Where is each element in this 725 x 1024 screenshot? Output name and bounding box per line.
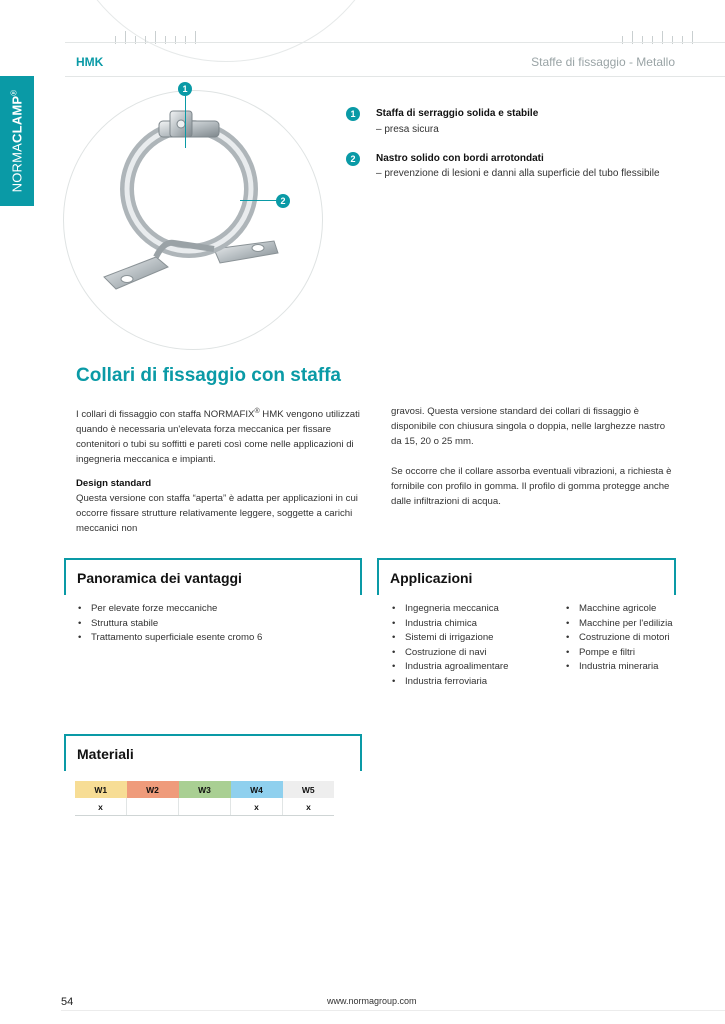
intro-column-1 — [76, 404, 361, 536]
footer-rule — [61, 1010, 725, 1011]
callout-2-title: Nastro solido con bordi arrotondati — [376, 153, 544, 164]
list-item: • Pompe e filtri — [564, 646, 714, 661]
applications-list-1 — [390, 602, 560, 690]
list-item: • Trattamento superficiale esente cromo 6 — [76, 631, 356, 646]
callout-1-title: Staffa di serraggio solida e stabile — [376, 108, 539, 119]
ruler-ticks-right — [622, 26, 702, 40]
clamp-product-image — [64, 91, 322, 349]
intro-p1-start: I collari di fissaggio con staffa NORMAFIX — [76, 409, 255, 421]
callout-1-text: – presa sicura — [376, 124, 439, 135]
intro-p1-reg: ® — [254, 408, 260, 415]
callout-marker-1: 1 — [178, 82, 192, 96]
list-item: • Industria mineraria — [564, 660, 714, 675]
page-headline: Collari di fissaggio con staffa — [76, 365, 341, 386]
list-item: • Costruzione di motori — [564, 631, 714, 646]
list-item: • Ingegneria meccanica — [390, 602, 560, 617]
material-header-w5: W5 — [283, 781, 335, 798]
applications-list-2 — [564, 602, 714, 675]
material-value-w2 — [127, 798, 179, 816]
category-title: Staffe di fissaggio - Metallo — [531, 55, 675, 69]
intro-column-2 — [391, 404, 676, 509]
materials-title: Materiali — [77, 746, 134, 762]
callout-marker-2: 2 — [276, 194, 290, 208]
intro-col2-paragraph-1: gravosi. Questa versione standard dei collari di fissaggio è disponibile con chiusura singola o doppia, nelle larghezze nastro da 15, 20 o 25 mm. — [391, 406, 666, 447]
decorative-arc — [60, 0, 392, 62]
materials-value-row — [75, 798, 334, 816]
callout-2-leader — [240, 200, 278, 201]
advantages-list — [76, 602, 356, 646]
product-code: HMK — [76, 55, 104, 69]
page-number: 54 — [61, 996, 74, 1008]
list-item: • Industria agroalimentare — [390, 660, 560, 675]
list-item: • Struttura stabile — [76, 617, 356, 632]
callout-2-text: – prevenzione di lesioni e danni alla superficie del tubo flessibile — [376, 168, 660, 179]
material-header-w1: W1 — [75, 781, 127, 798]
product-image-frame — [63, 90, 323, 350]
material-value-w4: x — [231, 798, 283, 816]
design-text: Questa versione con staffa “aperta” è adatta per applicazioni in cui occorre fissare strutture relativamente leggere, soggette a carichi meccanici non — [76, 493, 358, 535]
design-heading: Design standard — [76, 478, 152, 490]
brand-label — [9, 90, 24, 193]
brand-label-bold: CLAMP — [9, 95, 25, 143]
material-header-w2: W2 — [127, 781, 179, 798]
material-header-w3: W3 — [179, 781, 231, 798]
intro-col2-paragraph-2: Se occorre che il collare assorba eventuali vibrazioni, a richiesta è fornibile con profilo in gomma. Il profilo di gomma protegge anche dalle infiltrazioni di acqua. — [391, 466, 672, 507]
list-item: • Costruzione di navi — [390, 646, 560, 661]
materials-header-row — [75, 781, 334, 798]
materials-table — [75, 781, 334, 816]
footer-url[interactable]: www.normagroup.com — [327, 996, 417, 1006]
material-value-w5: x — [283, 798, 335, 816]
callout-1-leader — [185, 96, 186, 148]
advantages-title: Panoramica dei vantaggi — [77, 570, 242, 586]
advantages-box-spacer — [64, 593, 360, 595]
material-header-w4: W4 — [231, 781, 283, 798]
list-item: • Macchine agricole — [564, 602, 714, 617]
callout-list-marker-2: 2 — [346, 152, 360, 166]
callout-list-marker-1: 1 — [346, 107, 360, 121]
brand-label-light: NORMA — [9, 142, 25, 193]
brand-side-tab — [0, 76, 34, 206]
header-rule-bottom — [65, 76, 725, 77]
list-item: • Industria chimica — [390, 617, 560, 632]
brand-reg: ® — [9, 89, 19, 96]
applications-title: Applicazioni — [390, 570, 473, 586]
intro-paragraph-1 — [76, 404, 361, 467]
header-rule-top — [65, 42, 725, 43]
material-value-w3 — [179, 798, 231, 816]
list-item: • Macchine per l'edilizia — [564, 617, 714, 632]
material-value-w1: x — [75, 798, 127, 816]
list-item: • Sistemi di irrigazione — [390, 631, 560, 646]
list-item: • Per elevate forze meccaniche — [76, 602, 356, 617]
intro-p1-end: HMK vengono utilizzati quando è necessaria un'elevata forza meccanica per fissare contenitori o tubi su soffitti e pareti così come nelle applicazioni di ingegneria meccanica e impianti. — [76, 409, 360, 466]
ruler-ticks-left — [115, 26, 205, 40]
list-item: • Industria ferroviaria — [390, 675, 560, 690]
